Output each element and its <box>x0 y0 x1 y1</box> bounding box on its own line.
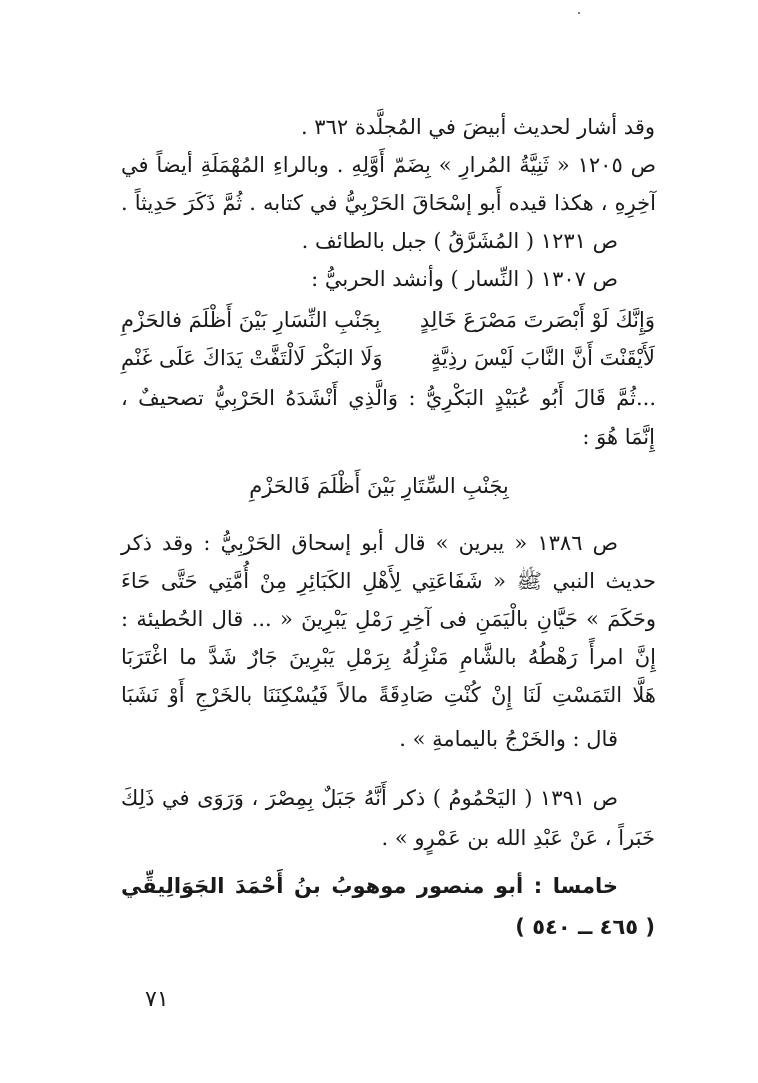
text-line-8: ...ثُمَّ قَالَ أَبُو عُبَيْدٍ البَكْرِيُّ : وَالَّذِي أَنْشَدَهُ الحَرْبِيُّ تصحيفٌ ، <box>121 386 656 410</box>
verse-2-second-hemistich: وَلَا البَكْرَ لَالْتَفَّتْ يَدَاكَ عَلَى غَنْمِ <box>121 346 383 370</box>
text-line-14: إِنَّ امرأً رَهْطُهُ بالشَّامِ مَنْزِلُهُ بِرَمْلِ يَبْرِينَ جَارٌ شَدَّ ما اغْتَرَبَا <box>121 645 656 669</box>
text-line-2: ص ١٢٠٥ « ثَنِيَّةُ المُرارِ » بِضَمّ أَوَّلِهِ . وبالراءِ المُهْمَلَةِ أيضاً في <box>121 153 656 177</box>
text-line-5: ص ١٣٠٧ ( النِّسار ) وأنشد الحربيُّ : <box>311 267 618 291</box>
text-line-18: خَبَراً ، عَنْ عَبْدِ الله بن عَمْرٍو » . <box>381 826 655 850</box>
text-line-17: ص ١٣٩١ ( اليَحْمُومُ ) ذكر أَنَّهُ جَبَلٌ بِمِصْرَ ، وَرَوَى في ذَلِكَ <box>121 786 618 810</box>
text-line-4: ص ١٢٣١ ( المُشَرَّقُ ) جبل بالطائف . <box>301 229 618 253</box>
section-heading: خامسا : أبو منصور موهوبُ بنُ أَحْمَدَ الجَوَالِيقِّي <box>121 874 618 898</box>
text-line-12: حديث النبي ﷺ « شَفَاعَتِي لِأَهْلِ الكَبَائِرِ مِنْ أُمَّتِي حَتَّى حَاءَ <box>121 569 656 593</box>
verse-1-second-hemistich: بِجَنْبِ النِّسَارِ بَيْنَ أَظْلَمَ فالحَزْمِ <box>121 308 381 332</box>
text-line-15: هَلَّا التَمَسْتِ لَنَا إِنْ كُنْتِ صَادِقَةً مالاً فَيُسْكِنَنَا بالخَرْجِ أَوْ نَشَبَا <box>121 683 656 707</box>
verse-1-first-hemistich: وَإِنَّكَ لَوْ أَبْصَرتَ مَصْرَعَ خَالِدٍ <box>419 308 655 332</box>
scan-speck <box>578 12 580 14</box>
page-number: ٧١ <box>145 987 169 1012</box>
text-line-1: وقد أشار لحديث أبيضَ في المُجلَّدة ٣٦٢ . <box>300 115 655 139</box>
text-line-3: آخِرِهِ ، هكذا قيده أَبو إسْحَاقَ الحَرْبِيُّ في كتابه . ثُمَّ ذَكَرَ حَدِيثاً . <box>121 191 656 215</box>
quoted-verse-line: بِجَنْبِ السِّتَارِ بَيْنَ أَظْلَمَ فَالحَزْمِ <box>249 474 509 498</box>
verse-2-first-hemistich: لَأَيْقَنْتَ أَنَّ النَّابَ لَيْسَ رذِيَّةٍ <box>430 346 655 370</box>
text-line-9: إِنَّمَا هُوَ : <box>582 425 655 449</box>
text-line-13: وحَكَمَ » حَيَّانِ بالْيَمَنِ فى آخِرِ رَمْلِ يَبْرِينَ « ... قال الحُطيئة : <box>121 607 656 631</box>
text-line-11: ص ١٣٨٦ « يبرين » قال أبو إسحاق الحَرْبِيُّ : وقد ذكر <box>121 531 618 555</box>
section-heading-dates: ( ٤٦٥ ــ ٥٤٠ ) <box>515 915 655 939</box>
text-line-16: قال : والخَرْجُ باليمامةِ » . <box>399 727 618 751</box>
